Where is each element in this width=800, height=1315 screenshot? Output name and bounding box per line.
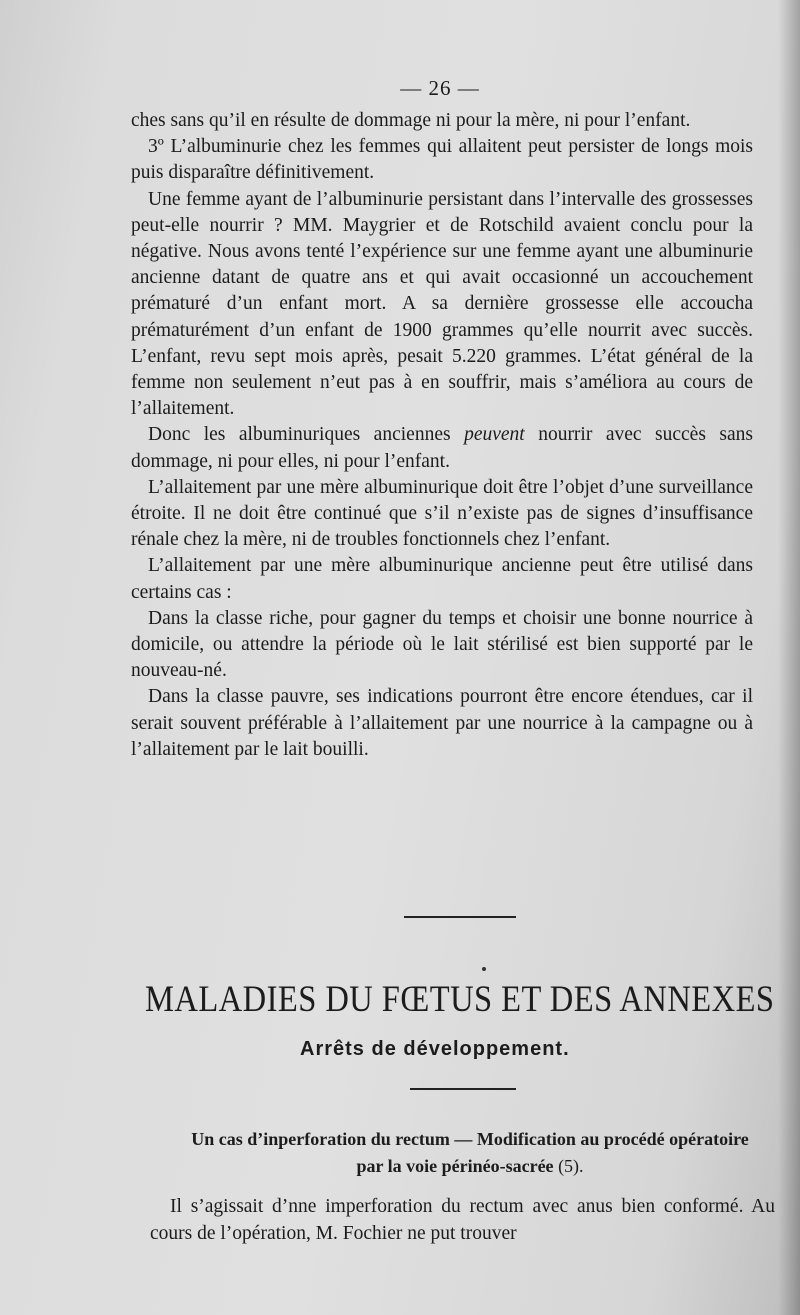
paragraph-4-before: Donc les albuminuriques anciennes (148, 424, 465, 446)
paragraph-2: 3º L’albuminurie chez les femmes qui allaitent peut persister de longs mois puis disparaître définitivement. (131, 136, 753, 184)
paragraph-8: Dans la classe pauvre, ses indications pourront être encore étendues, car il serait souvent préférable à l’allaitement par une nourrice à la campagne ou à l’allaitement par le lait bouilli. (131, 686, 753, 760)
article-body (150, 1193, 775, 1247)
paragraph-3: Une femme ayant de l’albuminurie persistant dans l’intervalle des grossesses peut-elle nourrir ? MM. Maygrier et de Rotschild avaient conclu pour la négative. Nous avons tenté l’expérience sur une femme ayant une albuminurie ancienne datant de quatre ans et qui avait occasionné un accouchement prématuré d’un enfant mort. A sa dernière grossesse elle accoucha prématurément d’un enfant de 1900 grammes qu’elle nourrit avec succès. L’enfant, revu sept mois après, pesait 5.220 grammes. L’état général de la femme non seulement n’eut pas à en souffrir, mais s’améliora au cours de l’allaitement. (131, 188, 753, 420)
section-title: MALADIES DU FŒTUS ET DES ANNEXES (145, 979, 775, 1020)
section-subtitle: Arrêts de développement. (300, 1038, 570, 1060)
paragraph-7: Dans la classe riche, pour gagner du temps et choisir une bonne nourrice à domicile, ou attendre la période où le lait stérilisé est bien supporté par le nouveau-né. (131, 607, 753, 682)
body-text (131, 108, 753, 763)
ink-dot (482, 967, 486, 971)
divider-rule (404, 916, 516, 918)
paragraph-5: L’allaitement par une mère albuminurique doit être l’objet d’une surveillance étroite. Il ne doit être continué que s’il n’existe pas de signes d’insuffisance rénale chez la mère, ni de troubles fonctionnels chez l’enfant. (131, 476, 753, 551)
paragraph-4 (131, 422, 753, 474)
article-heading (180, 1126, 760, 1180)
paragraph-4-after: nourrir avec succès sans dommage, ni pour elles, ni pour l’enfant. (131, 424, 754, 472)
paragraph-1: ches sans qu’il en résulte de dommage ni pour la mère, ni pour l’enfant. (131, 110, 691, 131)
paragraph-4-emphasis: peuvent (464, 424, 525, 446)
paragraph-6: L’allaitement par une mère albuminurique ancienne peut être utilisé dans certains cas : (131, 555, 753, 603)
article-paragraph: Il s’agissait d’nne imperforation du rectum avec anus bien conformé. Au cours de l’opération, M. Fochier ne put trouver (150, 1196, 775, 1244)
footnote-reference: (5). (553, 1156, 584, 1176)
page-number: — 26 — (400, 76, 480, 100)
divider-rule (410, 1088, 516, 1090)
article-heading-text: Un cas d’inperforation du rectum — Modification au procédé opératoire par la voie périnéo-sacrée (191, 1129, 749, 1176)
